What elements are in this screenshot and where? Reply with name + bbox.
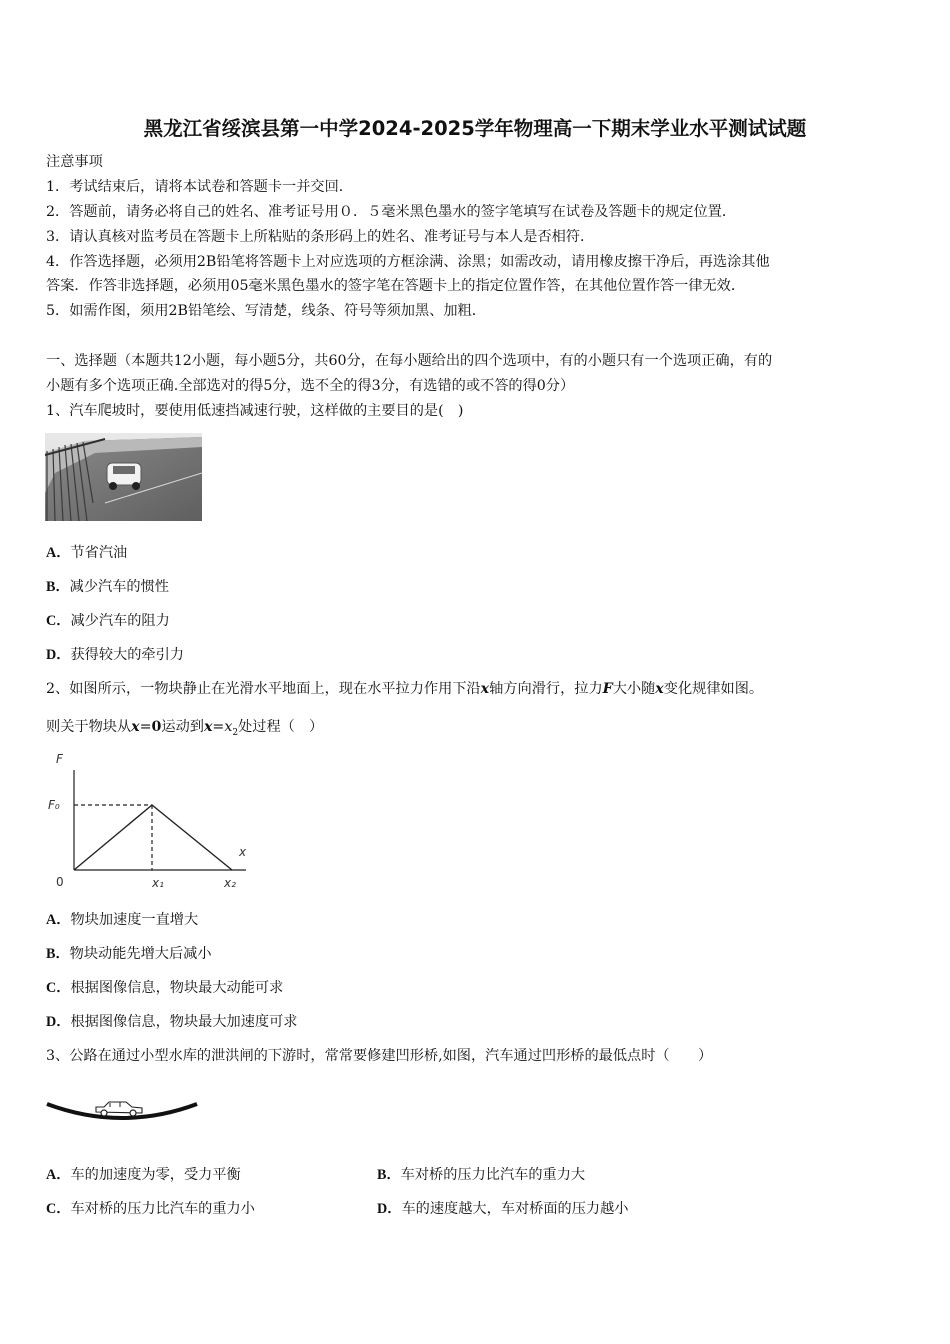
option-row	[46, 645, 184, 665]
origin-label: 0	[56, 875, 64, 889]
force-curve	[74, 805, 232, 870]
option-row	[46, 978, 283, 998]
question-3-stem: 3、公路在通过小型水库的泄洪闸的下游时，常常要修建凹形桥,如图，汽车通过凹形桥的最低点时（ ）	[46, 1048, 713, 1064]
equals-sign: =	[139, 719, 152, 735]
f0-label: F₀	[48, 798, 60, 812]
stem-text: 运动到	[161, 719, 204, 735]
stem-text: 则关于物块从	[46, 719, 132, 735]
section-instructions: 小题有多个选项正确.全部选对的得5分，选不全的得3分，有选错的或不答的得0分）	[46, 378, 575, 394]
variable-x: x	[655, 681, 664, 697]
option-letter: A．	[46, 1167, 71, 1183]
option-letter: A．	[46, 545, 71, 561]
x1-label: x₁	[152, 876, 164, 890]
notice-item: 4．作答选择题，必须用2B铅笔将答题卡上对应选项的方框涂满、涂黑；如需改动，请用橡皮擦干净后，再选涂其他	[46, 254, 770, 270]
zero-value: 0	[151, 719, 162, 735]
equals-sign: =	[212, 719, 225, 735]
option-letter: C．	[46, 980, 71, 996]
option-text: 物块动能先增大后减小	[69, 946, 212, 962]
question-2-stem	[46, 679, 763, 699]
concave-bridge-figure	[44, 1092, 200, 1126]
option-row	[46, 1199, 255, 1219]
y-axis-label: F	[56, 752, 63, 766]
question-1-stem: 1、汽车爬坡时，要使用低速挡减速行驶，这样做的主要目的是( )	[46, 403, 464, 419]
stem-text: 处过程（ ）	[238, 719, 324, 735]
option-row	[46, 577, 169, 597]
option-row	[46, 944, 212, 964]
option-text: 减少汽车的阻力	[70, 613, 170, 629]
car-icon	[96, 1102, 142, 1116]
variable-x2: x	[224, 719, 233, 735]
page-title: 黑龙江省绥滨县第一中学2024-2025学年物理高一下期末学业水平测试试题	[143, 117, 807, 140]
notice-item: 答案．作答非选择题，必须用05毫米黑色墨水的签字笔在答题卡上的指定位置作答，在其他位置作答一律无效．	[46, 278, 746, 294]
option-row	[46, 1165, 241, 1185]
option-row	[46, 910, 198, 930]
notice-item: 1．考试结束后，请将本试卷和答题卡一并交回．	[46, 179, 353, 195]
x-axis-label: x	[239, 845, 247, 859]
subscript: 2	[232, 727, 239, 738]
option-row	[377, 1165, 585, 1185]
option-letter: D．	[46, 1014, 71, 1030]
option-letter: C．	[46, 1201, 71, 1217]
force-displacement-graph	[46, 748, 256, 894]
uphill-car-photo	[45, 433, 202, 521]
section-instructions: 一、选择题（本题共12小题，每小题5分，共60分，在每小题给出的四个选项中，有的小题只有一个选项正确，有的	[46, 353, 773, 369]
option-text: 节省汽油	[70, 545, 128, 561]
option-text: 减少汽车的惯性	[69, 579, 169, 595]
option-text: 获得较大的牵引力	[70, 647, 184, 663]
stem-text: 变化规律如图。	[663, 681, 764, 697]
option-text: 车对桥的压力比汽车的重力大	[400, 1167, 586, 1183]
option-letter: B．	[377, 1167, 401, 1183]
stem-text: 2、如图所示，一物块静止在光滑水平地面上，现在水平拉力作用下沿	[46, 681, 481, 697]
option-letter: B．	[46, 946, 70, 962]
stem-text: 大小随	[612, 681, 656, 697]
option-row	[46, 1012, 297, 1032]
option-text: 车的加速度为零，受力平衡	[70, 1167, 241, 1183]
option-text: 车对桥的压力比汽车的重力小	[70, 1201, 255, 1217]
variable-x: x	[480, 681, 490, 697]
notice-item: 5．如需作图，须用2B铅笔绘、写清楚，线条、符号等须加黑、加粗．	[46, 303, 486, 319]
option-text: 根据图像信息，物块最大动能可求	[70, 980, 284, 996]
notice-heading: 注意事项	[46, 154, 103, 170]
variable-F: F	[602, 681, 613, 697]
option-row	[377, 1199, 628, 1219]
option-text: 根据图像信息，物块最大加速度可求	[70, 1014, 298, 1030]
option-letter: B．	[46, 579, 70, 595]
notice-item: 2．答题前，请务必将自己的姓名、准考证号用０．５毫米黑色墨水的签字笔填写在试卷及答题卡的规定位置．	[46, 204, 737, 220]
option-text: 物块加速度一直增大	[70, 912, 199, 928]
option-letter: D．	[46, 647, 71, 663]
option-letter: C．	[46, 613, 71, 629]
notice-item: 3．请认真核对监考员在答题卡上所粘贴的条形码上的姓名、准考证号与本人是否相符．	[46, 229, 595, 245]
stem-text: 轴方向滑行，拉力	[489, 681, 603, 697]
question-2-stem-line2	[46, 717, 323, 743]
option-row	[46, 611, 170, 631]
option-letter: D．	[377, 1201, 402, 1217]
option-row	[46, 543, 127, 563]
variable-x: x	[131, 719, 140, 735]
x2-label: x₂	[224, 876, 236, 890]
option-letter: A．	[46, 912, 71, 928]
variable-x: x	[203, 719, 213, 735]
option-text: 车的速度越大，车对桥面的压力越小	[401, 1201, 629, 1217]
